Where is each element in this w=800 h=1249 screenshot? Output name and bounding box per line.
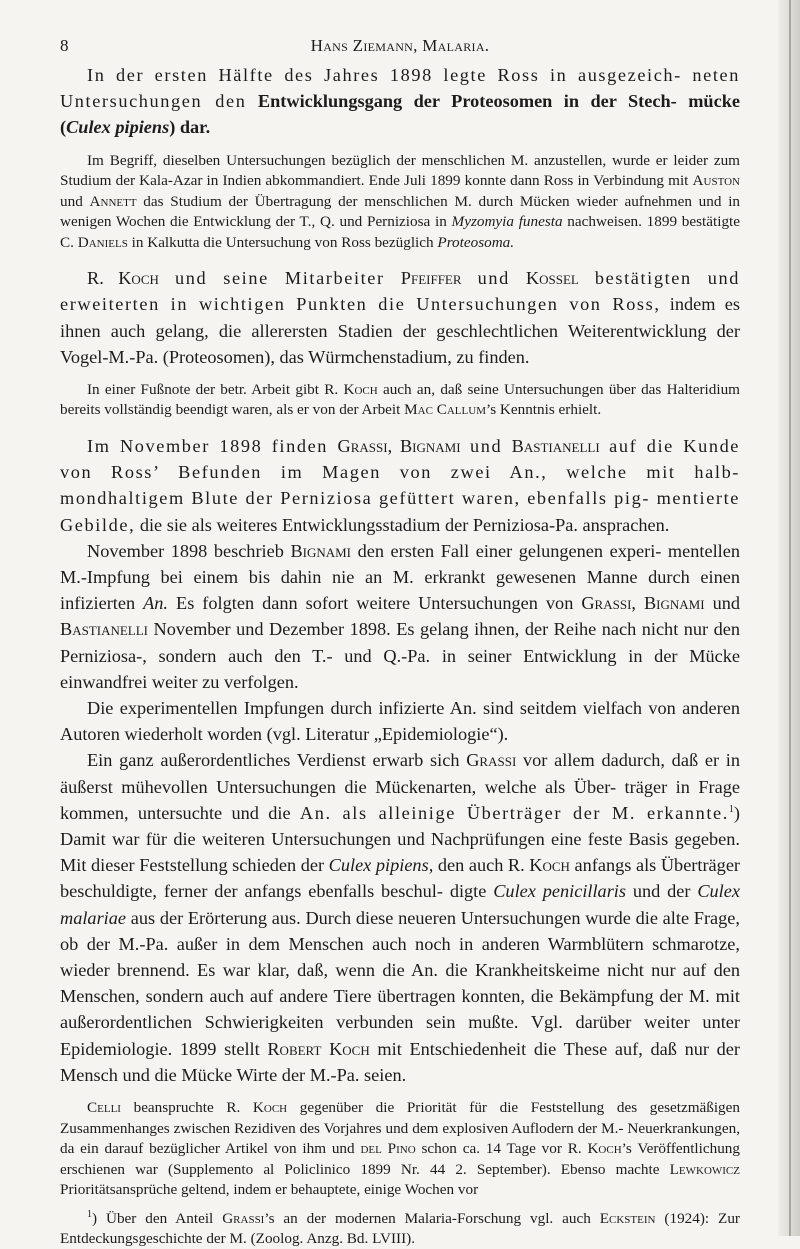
paragraph-ross-1898: In der ersten Hälfte des Jahres 1898 legte Ross in ausgezeich- neten Untersuchungen den Entwicklungsgang der Proteosomen in der Stech- mücke (Culex pipiens) dar. bbox=[60, 65, 740, 138]
paragraph-celli: Celli beanspruchte R. Koch gegenüber die Priorität für die Feststellung des gesetzmäßigen Zusammenhanges zwischen Rezidiven des Vorjahres und dem explosiven Auflodern der M.- Neuerkrankungen, da ein darauf bezüglicher Artikel von ihm und del Pino schon ca. 14 Tage vor R. Koch’s Veröffentlichung erschienen war (Supplemento al Policlinico 1899 Nr. 44 2. September). Ebenso machte Lewkowicz Prioritätsansprüche geltend, indem er behauptete, einige Wochen vor bbox=[60, 1099, 740, 1198]
paragraph-grassi-verdienst: Ein ganz außerordentliches Verdienst erwarb sich Grassi vor allem dadurch, daß er in äußerst mühevollen Untersuchungen die Mückenarten, welche als Über- träger in Frage kommen, untersuchte und die An. als alleinige Überträger der M. erkannte.$^1$) Damit war für die weiteren Untersuchungen und Nachprüfungen eine feste Basis gegeben. Mit dieser Feststellung schieden der Culex pipiens, den auch R. Koch anfangs als Überträger beschuldigte, ferner der anfangs ebenfalls beschul- digte Culex penicillaris und der Culex malariae aus der Erörterung aus. Durch diese neueren Untersuchungen wurde die alte Frage, ob der M.-Pa. außer in dem Menschen auch noch in anderen Warmblütern schmarotze, wieder brennend. Es war klar, daß, wenn die An. die Krankheitskeime nicht nur auf den Menschen, sondern auch auf andere Tiere übertragen konnten, die Bekämpfung der M. mit außerordentlichen Schwierigkeiten verbunden sein mußte. Vgl. darüber weiter unter Epidemiologie. 1899 stellt Robert Koch mit Entschiedenheit die These auf, daß nur der Mensch und die Mücke Wirte der M.-Pa. seien. bbox=[60, 750, 741, 1085]
paragraph-halteridium: In einer Fußnote der betr. Arbeit gibt R. Koch auch an, daß seine Untersuchungen über das Halteridium bereits vollständig beendigt waren, als er von der Arbeit Mac Callum’s Kenntnis erhielt. bbox=[60, 380, 740, 419]
binding-edge-line bbox=[789, 0, 791, 1236]
running-head bbox=[60, 22, 740, 62]
page-number: 8 bbox=[60, 36, 69, 55]
footnote-ref: 1 bbox=[728, 803, 734, 815]
book-page bbox=[60, 22, 740, 1249]
paragraph-koch: R. Koch und seine Mitarbeiter Pfeiffer und Kossel bestätigten und erweiterten in wichtigen Punkten die Untersuchungen von Ross, indem es ihnen auch gelang, die allerersten Stadien der geschlechtlichen Weiterentwicklung der Vogel-M.-Pa. (Proteosomen), das Würmchenstadium, zu finden. bbox=[60, 268, 741, 367]
footnote: $^1$) Über den Anteil Grassi’s an der modernen Malaria-Forschung vgl. auch Eckstein (1924): Zur Entdeckungsgeschichte der M. (Zoolog. Anzg. Bd. LVIII). bbox=[60, 1208, 740, 1247]
paragraph-impfungen: Die experimentellen Impfungen durch infizierte An. sind seitdem vielfach von anderen Autoren wiederholt worden (vgl. Literatur „Epidemiologie“). bbox=[60, 697, 740, 745]
paragraph-bignami-impfung: November 1898 beschrieb Bignami den ersten Fall einer gelungenen experi- mentellen M.-Impfung bei einem bis dahin nie an M. erkrankt gewesenen Manne durch einen infizierten An. Es folgten dann sofort weitere Untersuchungen von Grassi, Bignami und Bastianelli November und Dezember 1898. Es gelang ihnen, der Reihe nach nicht nur den Perniziosa-, sondern auch den T.- und Q.-Pa. in seiner Entwicklung in der Mücke einwandfrei weiter zu verfolgen. bbox=[60, 540, 741, 692]
paragraph-kala-azar: Im Begriff, dieselben Untersuchungen bezüglich der menschlichen M. anzustellen, wurde er leider zum Studium der Kala-Azar in Indien abkommandiert. Ende Juli 1899 konnte dann Ross in Verbindung mit Auston und Annett das Studium der Übertragung der menschlichen M. durch Mücken wieder aufnehmen und in wenigen Wochen die Entwicklung der T., Q. und Perniziosa in Myzomyia funesta nachweisen. 1899 bestätigte C. Daniels in Kalkutta die Untersuchung von Ross bezüglich Proteosoma. bbox=[60, 151, 741, 251]
paragraph-grassi-1898: Im November 1898 finden Grassi, Bignami und Bastianelli auf die Kunde von Ross’ Befunden im Magen von zwei An., welche mit halb- mondhaltigem Blute der Perniziosa gefüttert waren, ebenfalls pig- mentierte Gebilde, die sie als weiteres Entwicklungsstadium der Perniziosa-Pa. ansprachen. bbox=[60, 435, 741, 535]
running-title: Hans Ziemann, Malaria. bbox=[310, 36, 490, 55]
footnote-marker: 1 bbox=[87, 1208, 92, 1220]
